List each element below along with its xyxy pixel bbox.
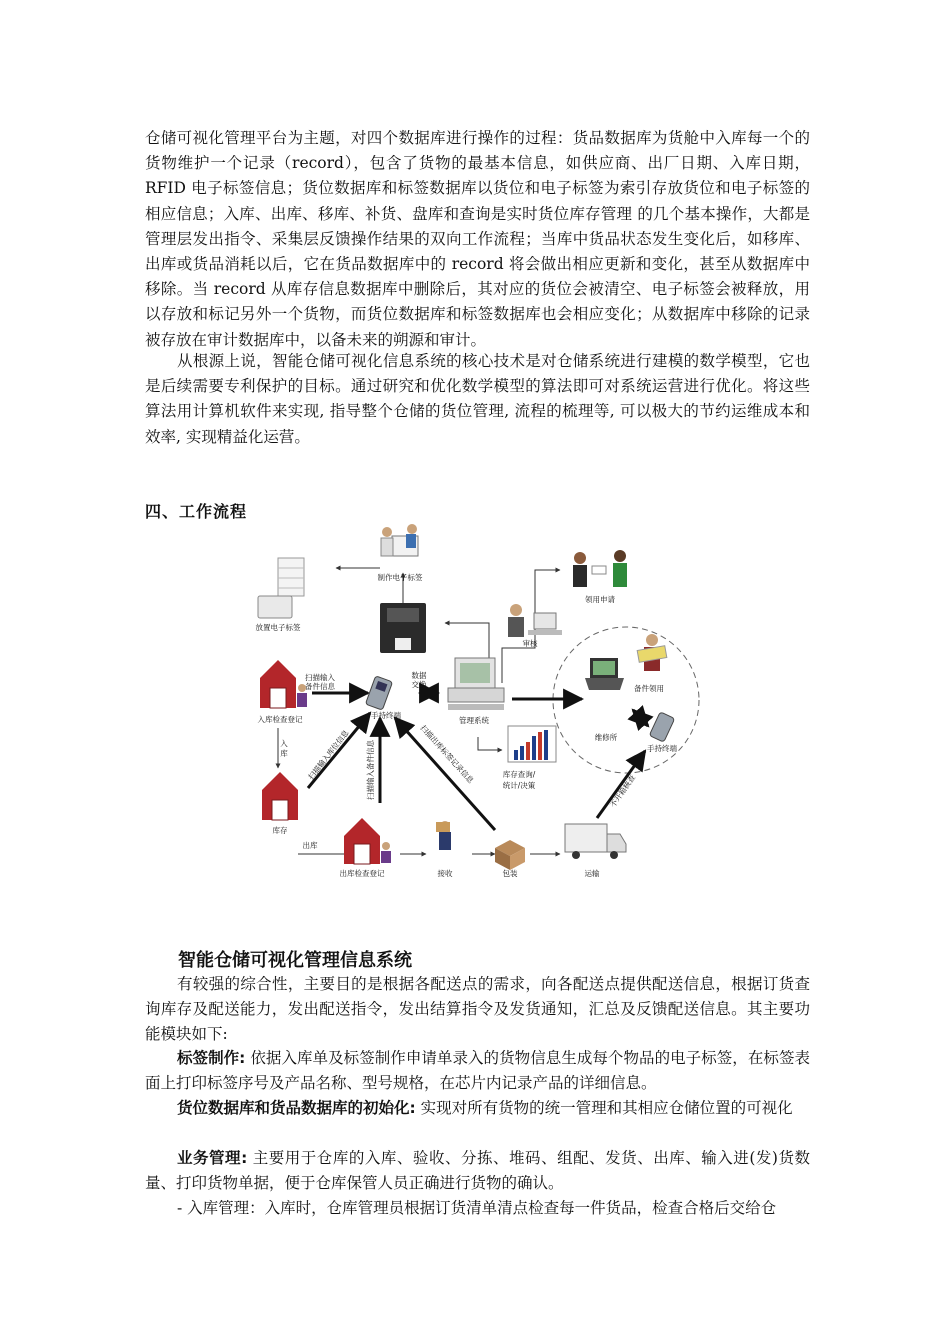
label-data-1: 数据 xyxy=(411,671,427,680)
label-outbound-check: 出库检查登记 xyxy=(339,869,385,878)
make-tag-icon xyxy=(381,524,418,556)
label-repair-station: 维修所 xyxy=(594,733,618,742)
section-heading-workflow: 四、工作流程 xyxy=(145,502,248,521)
module-label: 货位数据库和货品数据库的初始化: xyxy=(177,1099,416,1117)
label-spare-use: 备件领用 xyxy=(634,684,664,693)
module-label: 标签制作: xyxy=(177,1049,246,1067)
spare-use-person-icon xyxy=(637,634,667,671)
handheld-terminal-icon xyxy=(365,676,392,710)
label-scan-input-1: 扫描输入 xyxy=(305,673,335,682)
apply-people-icon xyxy=(573,550,627,587)
label-mgmt-system: 管理系统 xyxy=(459,716,489,725)
paragraph-database-operations: 仓储可视化管理平台为主题，对四个数据库进行操作的过程：货品数据库为货舱中入库每一个的货物维护一个记录（record），包含了货物的最基本信息，如供应商、出厂日期、入库日期，RFID 电子标签信息；货位数据库和标签数据库以货位和电子标签为索引存放货位和电子标签的相应信息；入库、出库、移库、补货、盘库和查询是实时货位库存管理 的几个基本操作，大都是管理层发出指令、采集层反馈操作结果的双向工作流程；当库中货品状态发生变化后，如移库、出库或货品消耗以后，它在货品数据库中的 record 将会做出相应更新和变化，甚至从数据库中移除。当 record 从库存信息数据库中删除后，其对应的货位会被清空、电子标签会被释放，用以存放和标记另外一个货物，而货位数据库和标签数据库也会相应变化；从数据库中移除的记录被存放在审计数据库中，以备未来的朔源和审计。 xyxy=(145,129,810,349)
label-inbound-check: 入库检查登记 xyxy=(257,715,303,724)
barn-outbound-icon xyxy=(344,818,391,864)
module-label: 业务管理: xyxy=(177,1149,248,1167)
label-package: 包装 xyxy=(502,869,518,878)
truck-icon xyxy=(565,824,626,859)
label-diag-scan-tag: 扫描输入库位信息 xyxy=(306,728,351,782)
module-label-making xyxy=(145,1046,810,1096)
label-inbound-2: 库 xyxy=(280,749,288,758)
inbound-management-line: - 入库管理：入库时，仓库管理员根据订货清单清点检查每一件货品，检查合格后交给仓 xyxy=(177,1199,777,1217)
label-query-2: 统计/决策 xyxy=(502,781,536,790)
system-title: 智能仓储可视化管理信息系统 xyxy=(178,950,412,971)
package-icon xyxy=(495,840,525,870)
label-apply: 领用申请 xyxy=(585,595,615,604)
label-make-tag: 制作电子标签 xyxy=(377,573,423,582)
workflow-diagram xyxy=(240,518,720,898)
label-transport: 运输 xyxy=(584,869,600,878)
module-db-init xyxy=(145,1096,810,1121)
module-text: 依据入库单及标签制作申请单录入的货物信息生成每个物品的电子标签，在标签表面上打印标签序号及产品名称、型号规格，在芯片内记录产品的详细信息。 xyxy=(145,1049,810,1092)
paragraph-core-technology: 从根源上说，智能仓储可视化信息系统的核心技术是对仓储系统进行建模的数学模型，它也是后续需要专利保护的目标。通过研究和优化数学模型的算法即可对系统运营进行优化。将这些算法用计算机软件来实现, 指导整个仓储的货位管理, 流程的梳理等, 可以极大的节约运维成本和效率, 实现精益化运营。 xyxy=(145,352,810,446)
label-place-tag: 放置电子标签 xyxy=(255,623,301,632)
label-query-1: 库存查询/ xyxy=(502,770,536,779)
label-data-2: 交换 xyxy=(411,680,427,689)
label-diag-scan-outbound: 扫描出库标签记录信息 xyxy=(418,723,476,786)
label-handheld-1: 手持终端 xyxy=(371,711,401,720)
inventory-chart-icon xyxy=(508,726,556,762)
module-business xyxy=(145,1146,810,1196)
receive-person-icon xyxy=(436,821,451,850)
label-receive: 接收 xyxy=(437,869,453,878)
printer-icon xyxy=(380,603,426,653)
management-computer-icon xyxy=(448,658,504,710)
module-text: 主要用于仓库的入库、验收、分拣、堆码、组配、发货、出库、输入进(发)货数量、打印货物单据，便于仓库保管人员正确进行货物的确认。 xyxy=(145,1149,810,1192)
place-tag-icon xyxy=(258,558,304,618)
label-handheld-2: 手持终端 xyxy=(647,744,677,753)
laptop-icon xyxy=(585,658,624,690)
barn-storage-icon xyxy=(262,772,298,820)
label-scan-input-2: 备件信息 xyxy=(305,682,335,691)
module-text: 实现对所有货物的统一管理和其相应仓储位置的可视化 xyxy=(415,1099,793,1117)
label-storage: 库存 xyxy=(272,826,288,835)
label-review: 审核 xyxy=(522,639,538,648)
label-diag-scan-spare: 扫描输入备件信息 xyxy=(366,740,375,800)
label-not-unpack: 不开箱核查 xyxy=(608,773,638,810)
system-intro: 有较强的综合性，主要目的是根据各配送点的需求，向各配送点提供配送信息，根据订货查询库存及配送能力，发出配送指令，发出结算指令及发货通知，汇总及反馈配送信息。其主要功能模块如下: xyxy=(145,975,810,1043)
label-inbound-1: 入 xyxy=(280,739,288,748)
label-outbound: 出库 xyxy=(302,841,318,850)
handheld-terminal-2-icon xyxy=(649,712,674,742)
barn-inbound-icon xyxy=(260,660,307,708)
